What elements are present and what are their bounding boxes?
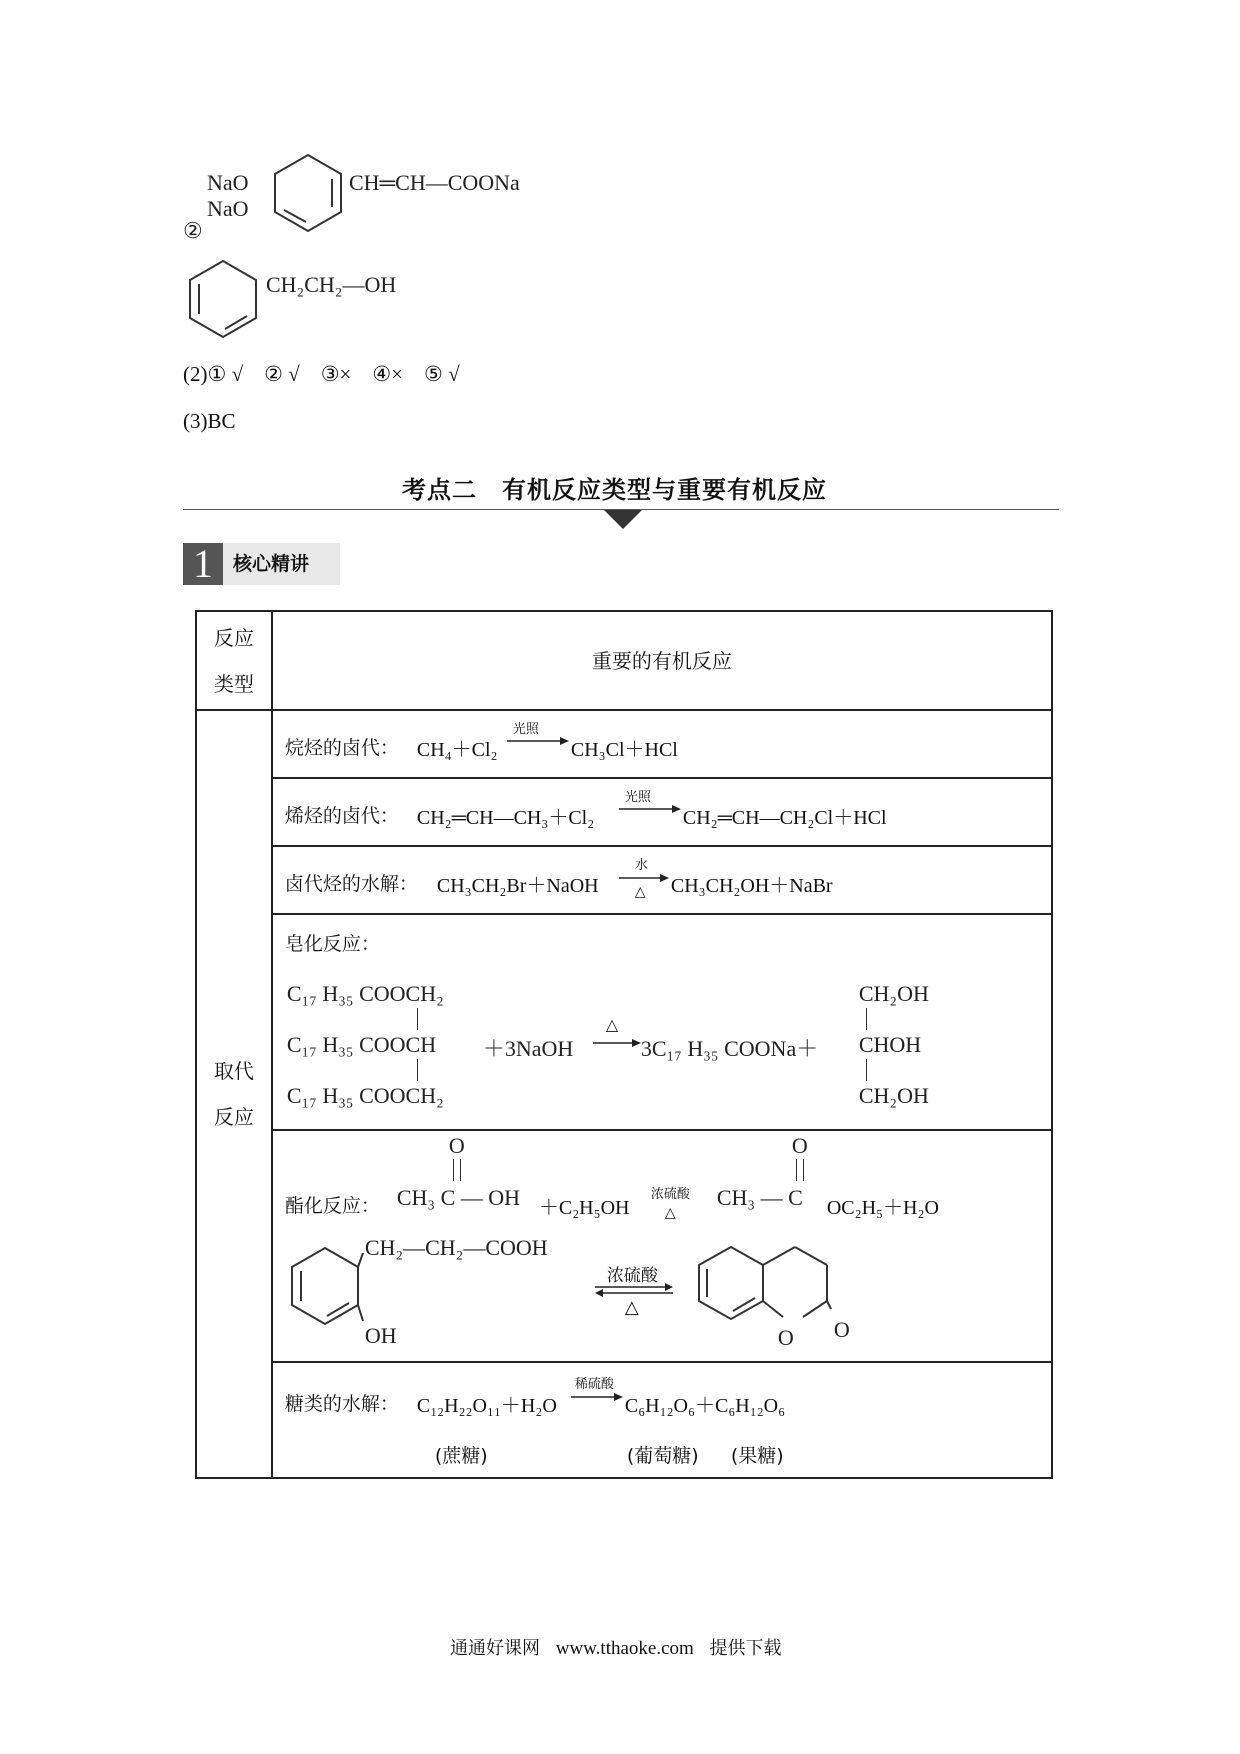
naO-group-bottom: NaO <box>207 196 249 221</box>
benzene-ring-disodium <box>268 150 348 240</box>
sucrose-name: (蔗糖) <box>434 1445 488 1467</box>
reversible-arrow-icon <box>595 1283 673 1297</box>
category-line2: 反应 <box>213 1105 254 1129</box>
answer-3: (3)BC <box>183 409 236 433</box>
alkane-condition: 光照 <box>512 722 539 737</box>
reaction-arrow-icon <box>507 735 569 747</box>
badge-label: 核心精讲 <box>223 543 340 585</box>
alkane-label: 烷烃的卤代： <box>284 737 399 759</box>
alkene-rhs: CH₂═CH—CH₂Cl＋HCl <box>682 807 887 829</box>
haloalkane-condition-bottom: △ <box>634 884 646 900</box>
saponification-label: 皂化反应： <box>284 933 380 955</box>
footer <box>450 1634 782 1660</box>
glycerol-line-3: CH₂OH <box>858 1083 929 1108</box>
ester-double-bond <box>796 1159 804 1181</box>
ester-condition-bottom: △ <box>664 1205 676 1221</box>
section-pointer-icon <box>604 510 642 530</box>
alkene-cell <box>272 778 1052 846</box>
haloalkane-condition-top: 水 <box>634 858 648 873</box>
lactone-condition-bottom: △ <box>624 1297 639 1318</box>
lactone-ring-oxygen: O <box>777 1325 794 1350</box>
ethyl-acetate-tail: OC₂H₅＋H₂O <box>826 1197 939 1219</box>
glucose-name: (葡萄糖) <box>626 1445 699 1467</box>
ester-bond-lower <box>417 1059 418 1081</box>
ethyl-acetate: CH₃ — C <box>716 1185 803 1210</box>
haloalkane-label: 卤代烃的水解： <box>284 873 418 895</box>
benzene-ring-phenylethanol <box>183 256 263 346</box>
acid-double-bond <box>453 1159 461 1181</box>
table-row <box>196 1362 1052 1478</box>
ester-line-1: C₁₇ H₃₅ COOCH₂ <box>286 981 444 1006</box>
acetic-acid: CH₃ C — OH <box>396 1185 521 1210</box>
reaction-table <box>195 610 1053 1479</box>
saponification-condition: △ <box>605 1015 619 1034</box>
esterification-cell <box>272 1130 1052 1362</box>
reaction-arrow-icon <box>619 803 681 815</box>
content-header-cell <box>272 611 1052 710</box>
content-header: 重要的有机反应 <box>591 648 732 673</box>
glycerol-bond-lower <box>866 1059 867 1081</box>
footer-tail: 提供下载 <box>709 1638 782 1659</box>
soap-product: 3C₁₇ H₃₅ COONa＋ <box>640 1036 819 1061</box>
sugar-label: 糖类的水解： <box>284 1393 399 1415</box>
hydroxyphenyl-ring <box>285 1243 365 1333</box>
phenylethanol-chain: CH₂CH₂—OH <box>266 272 397 297</box>
alkane-rhs: CH₃Cl＋HCl <box>570 739 678 761</box>
table-header-row <box>196 611 1052 710</box>
glycerol-line-2: CHOH <box>858 1032 922 1057</box>
sugar-lhs: C₁₂H₂₂O₁₁＋H₂O <box>416 1395 557 1417</box>
saponification-cell <box>272 914 1052 1130</box>
ester-line-2: C₁₇ H₃₅ COOCH <box>286 1032 437 1057</box>
phenol-oh: OH <box>364 1323 397 1348</box>
alkene-lhs: CH₂═CH—CH₃＋Cl₂ <box>416 807 595 829</box>
naO-group-top: NaO <box>207 170 249 195</box>
alkene-label: 烯烃的卤代： <box>284 805 399 827</box>
lactone-condition-top: 浓硫酸 <box>606 1266 658 1286</box>
alkene-condition: 光照 <box>624 790 651 805</box>
lactone-carbonyl-oxygen: O <box>833 1317 850 1342</box>
reaction-arrow-icon <box>571 1391 623 1403</box>
item-2-marker: ② <box>183 218 203 243</box>
acid-carbonyl-o: O <box>448 1133 465 1158</box>
table-row <box>196 914 1052 1130</box>
badge-number: 1 <box>183 543 223 585</box>
sugar-rhs: C₆H₁₂O₆＋C₆H₁₂O₆ <box>624 1395 786 1417</box>
table-row <box>196 846 1052 914</box>
glycerol-line-1: CH₂OH <box>858 981 929 1006</box>
type-header-line2: 类型 <box>213 671 254 696</box>
ester-carbonyl-o: O <box>791 1133 808 1158</box>
ester-condition-top: 浓硫酸 <box>650 1187 690 1202</box>
table-row <box>196 1130 1052 1362</box>
reaction-arrow-icon <box>619 872 669 884</box>
alkane-lhs: CH₄＋Cl₂ <box>416 739 498 761</box>
sugar-condition: 稀硫酸 <box>574 1377 614 1392</box>
haloalkane-cell <box>272 846 1052 914</box>
glycerol-bond-upper <box>866 1008 867 1030</box>
footer-url[interactable]: www.tthaoke.com <box>555 1638 694 1659</box>
alkane-cell <box>272 710 1052 778</box>
table-row <box>196 710 1052 778</box>
ester-bond-upper <box>417 1008 418 1030</box>
table-row <box>196 778 1052 846</box>
type-header-line1: 反应 <box>213 625 254 650</box>
ethanol: ＋C₂H₅OH <box>538 1197 630 1219</box>
lactone-rings <box>691 1239 841 1335</box>
category-cell <box>196 710 272 1478</box>
category-line1: 取代 <box>213 1059 254 1083</box>
acrylate-chain: CH═CH—COONa <box>349 170 520 195</box>
answer-2: (2)① √ ② √ ③× ④× ⑤ √ <box>183 362 460 386</box>
haloalkane-rhs: CH₃CH₂OH＋NaBr <box>670 875 833 897</box>
type-header-cell <box>196 611 272 710</box>
footer-site: 通通好课网 <box>450 1638 540 1659</box>
section-title: 考点二 有机反应类型与重要有机反应 <box>402 476 827 504</box>
sugar-cell <box>272 1362 1052 1478</box>
fructose-name: (果糖) <box>730 1445 784 1467</box>
reaction-arrow-icon <box>593 1037 641 1049</box>
esterification-label: 酯化反应： <box>284 1195 380 1217</box>
ester-line-3: C₁₇ H₃₅ COOCH₂ <box>286 1083 444 1108</box>
saponification-reagent: ＋3NaOH <box>482 1036 574 1061</box>
propanoic-chain: CH₂—CH₂—COOH <box>364 1235 548 1260</box>
haloalkane-lhs: CH₃CH₂Br＋NaOH <box>436 875 599 897</box>
